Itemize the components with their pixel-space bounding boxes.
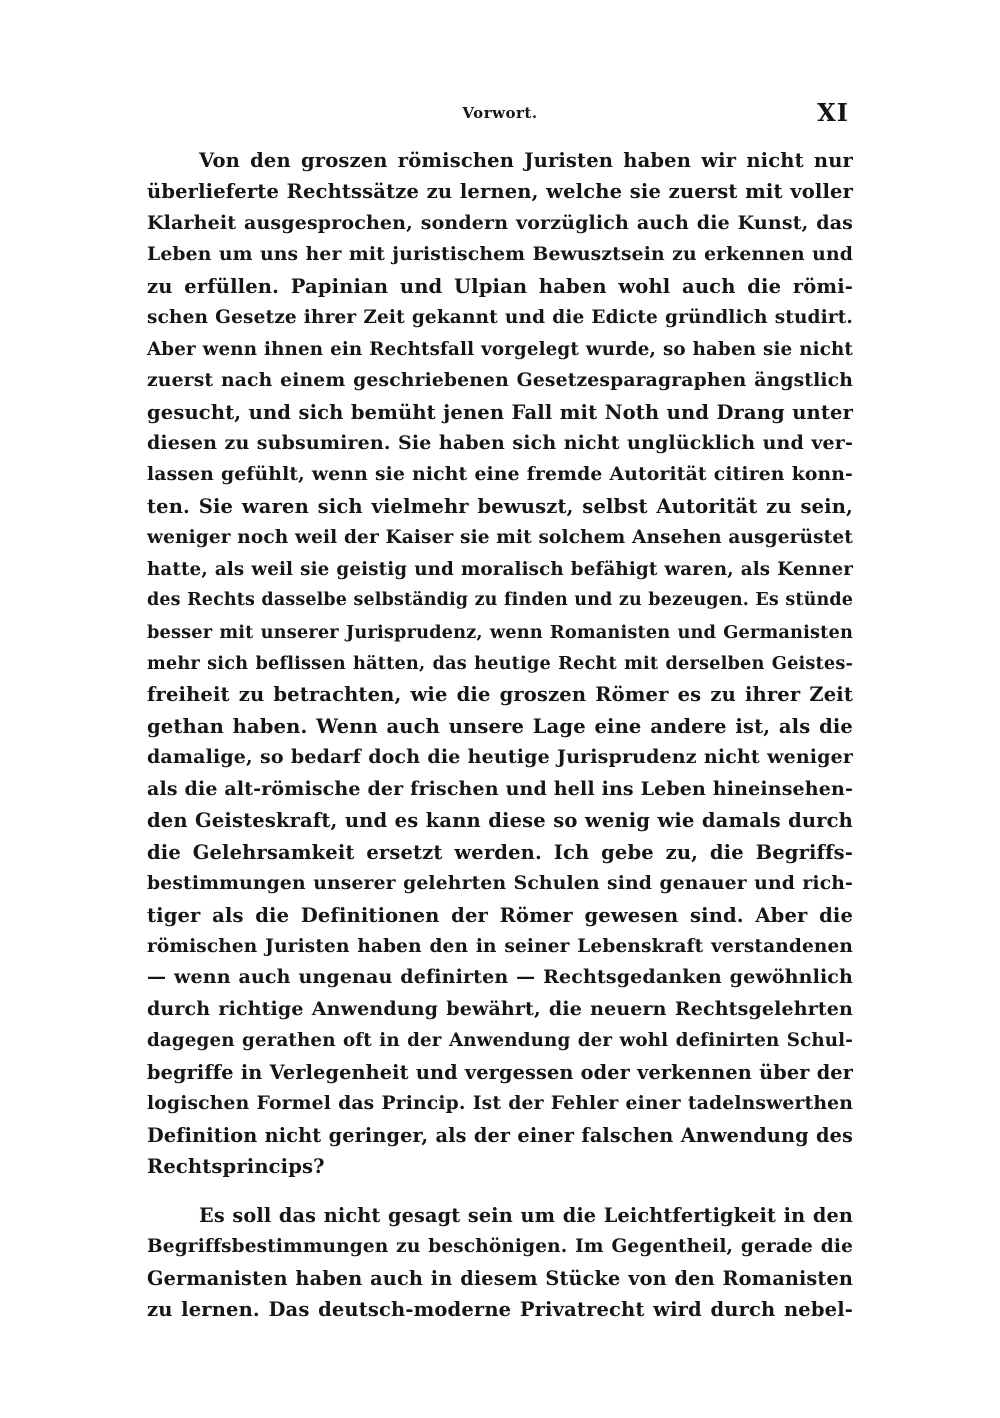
text-line: Germanisten haben auch in diesem Stücke von den Romanisten: [147, 1266, 853, 1290]
text-line: weniger noch weil der Kaiser sie mit solchem Ansehen ausgerüstet: [147, 527, 853, 549]
text-line: gesucht, und sich bemüht jenen Fall mit Noth und Drang unter: [147, 400, 853, 424]
text-line: Klarheit ausgesprochen, sondern vorzüglich auch die Kunst, das: [147, 211, 853, 234]
text-line: als die alt-römische der frischen und hell ins Leben hineinsehen-: [147, 777, 853, 800]
text-line: lassen gefühlt, wenn sie nicht eine fremde Autorität citiren konn-: [147, 463, 853, 486]
text-line: ten. Sie waren sich vielmehr bewuszt, selbst Autorität zu sein,: [147, 494, 853, 518]
text-line: den Geisteskraft, und es kann diese so wenig wie damals durch: [147, 809, 853, 833]
text-line: logischen Formel das Princip. Ist der Fehler einer tadelnswerthen: [147, 1092, 853, 1115]
running-head: Vorwort.: [462, 104, 538, 122]
text-line: überlieferte Rechtssätze zu lernen, welche sie zuerst mit voller: [147, 180, 853, 204]
text-line: begriffe in Verlegenheit und vergessen oder verkennen über der: [147, 1060, 853, 1084]
page-header: [147, 98, 853, 132]
text-line: hatte, als weil sie geistig und moralisch befähigt waren, als Kenner: [147, 558, 853, 580]
text-line: freiheit zu betrachten, wie die groszen Römer es zu ihrer Zeit: [147, 683, 853, 707]
text-line: gethan haben. Wenn auch unsere Lage eine andere ist, als die: [147, 714, 853, 738]
text-line: Rechtsprincips?: [147, 1155, 325, 1178]
text-line: damalige, so bedarf doch die heutige Jurisprudenz nicht weniger: [147, 746, 853, 769]
text-line: die Gelehrsamkeit ersetzt werden. Ich gebe zu, die Begriffs-: [147, 840, 853, 864]
text-line: dagegen gerathen oft in der Anwendung der wohl definirten Schul-: [147, 1030, 853, 1052]
page-number: XI: [817, 98, 849, 127]
text-line: Aber wenn ihnen ein Rechtsfall vorgelegt wurde, so haben sie nicht: [147, 338, 853, 360]
text-line: zu lernen. Das deutsch-moderne Privatrecht wird durch nebel-: [147, 1298, 853, 1322]
text-line: — wenn auch ungenau definirten — Rechtsgedanken gewöhnlich: [147, 966, 853, 989]
text-line: durch richtige Anwendung bewährt, die neuern Rechtsgelehrten: [147, 997, 853, 1020]
text-line: besser mit unserer Jurisprudenz, wenn Romanisten und Germanisten: [147, 621, 853, 643]
text-line: Definition nicht geringer, als der einer falschen Anwendung des: [147, 1123, 853, 1147]
text-line: bestimmungen unserer gelehrten Schulen sind genauer und rich-: [147, 872, 853, 895]
text-line: diesen zu subsumiren. Sie haben sich nicht unglücklich und ver-: [147, 431, 853, 454]
text-line: Es soll das nicht gesagt sein um die Leichtfertigkeit in den: [199, 1204, 853, 1227]
text-line: Begriffsbestimmungen zu beschönigen. Im Gegentheil, gerade die: [147, 1236, 853, 1258]
text-line: mehr sich beflissen hätten, das heutige Recht mit derselben Geistes-: [147, 653, 853, 674]
paragraph-2: [147, 1200, 853, 1326]
text-line: zu erfüllen. Papinian und Ulpian haben wohl auch die römi-: [147, 274, 853, 298]
text-line: schen Gesetze ihrer Zeit gekannt und die Edicte gründlich studirt.: [147, 307, 853, 329]
text-line: römischen Juristen haben den in seiner Lebenskraft verstandenen: [147, 935, 853, 957]
paragraph-1: [147, 145, 853, 1182]
text-line: Von den groszen römischen Juristen haben wir nicht nur: [199, 149, 853, 172]
text-line: tiger als die Definitionen der Römer gewesen sind. Aber die: [147, 903, 853, 927]
text-line: Leben um uns her mit juristischem Bewusztsein zu erkennen und: [147, 243, 853, 266]
text-line: zuerst nach einem geschriebenen Gesetzesparagraphen ängstlich: [147, 369, 853, 392]
text-line: des Rechts dasselbe selbständig zu finden und zu bezeugen. Es stünde: [147, 590, 853, 611]
